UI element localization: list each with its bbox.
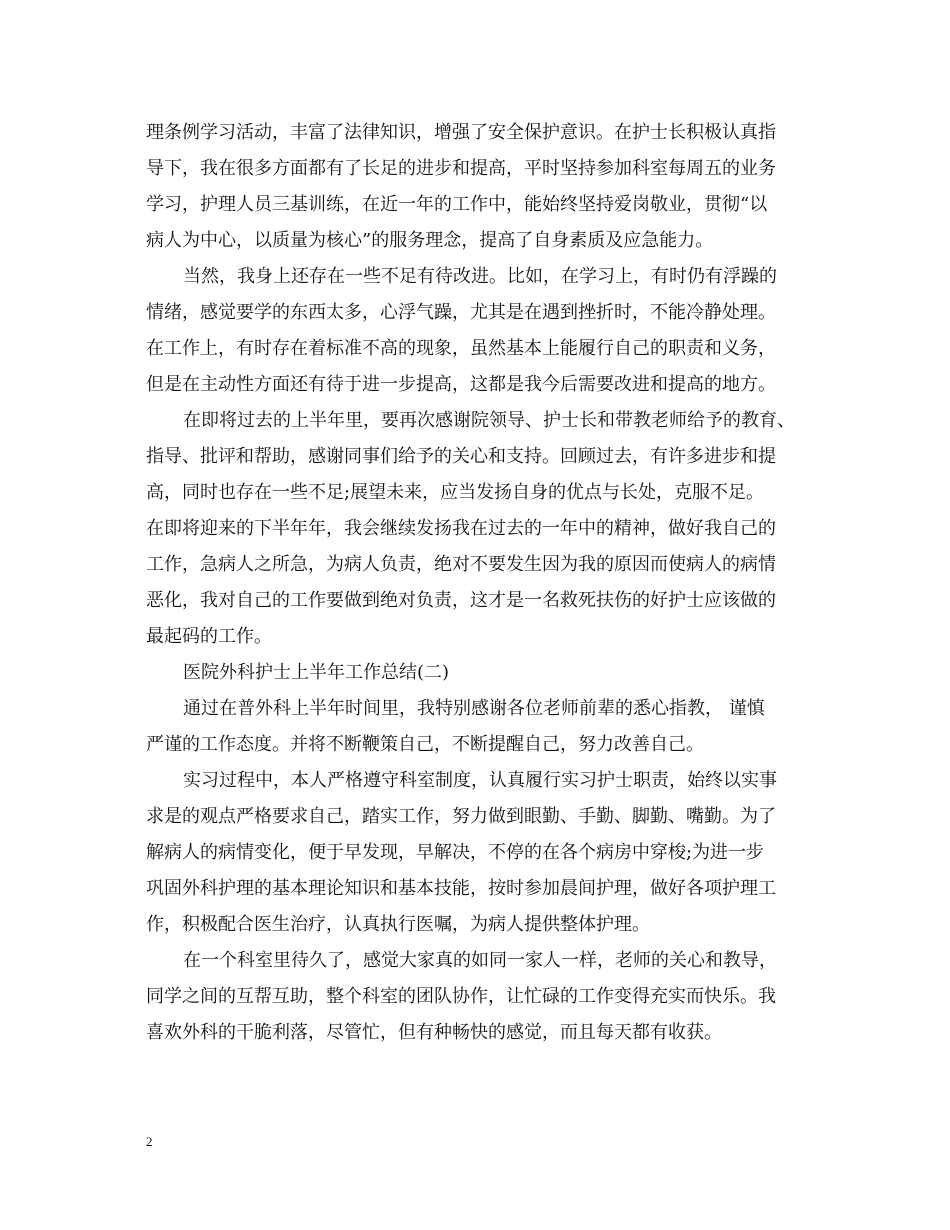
text-line-8: 但是在主动性方面还有待于进一步提高，这都是我今后需要改进和提高的地方。 <box>146 374 776 395</box>
text-line-22: 巩固外科护理的基本理论知识和基本技能，按时参加晨间护理，做好各项护理工 <box>146 878 776 899</box>
text-line-10: 指导、批评和帮助，感谢同事们给予的关心和支持。回顾过去，有许多进步和提 <box>146 446 776 467</box>
text-line-24: 在一个科室里待久了，感觉大家真的如同一家人一样，老师的关心和教导， <box>183 950 777 971</box>
text-line-21: 解病人的病情变化，便于早发现，早解决，不停的在各个病房中穿梭;为进一步 <box>146 842 765 863</box>
text-line-15: 最起码的工作。 <box>146 626 272 647</box>
text-line-12: 在即将迎来的下半年年，我会继续发扬我在过去的一年中的精神，做好我自己的 <box>146 518 776 539</box>
text-line-6: 情绪，感觉要学的东西太多，心浮气躁，尤其是在遇到挫折时，不能冷静处理。 <box>146 302 776 323</box>
text-line-25: 同学之间的互帮互助，整个科室的团队协作，让忙碌的工作变得充实而快乐。我 <box>146 986 776 1007</box>
text-line-23: 作，积极配合医生治疗，认真执行医嘱，为病人提供整体护理。 <box>146 914 650 935</box>
text-line-5: 当然，我身上还存在一些不足有待改进。比如，在学习上，有时仍有浮躁的 <box>183 266 777 287</box>
page-number: 2 <box>146 1134 153 1149</box>
section-heading: 医院外科护士上半年工作总结(二) <box>183 662 450 683</box>
text-line-19: 实习过程中，本人严格遵守科室制度，认真履行实习护士职责，始终以实事 <box>183 770 777 791</box>
text-line-1: 理条例学习活动，丰富了法律知识，增强了安全保护意识。在护士长积极认真指 <box>146 122 776 143</box>
text-line-13: 工作，急病人之所急，为病人负责，绝对不要发生因为我的原因而使病人的病情 <box>146 554 776 575</box>
text-line-7: 在工作上，有时存在着标准不高的现象，虽然基本上能履行自己的职责和义务， <box>146 338 776 359</box>
text-line-4: 病人为中心，以质量为核心”的服务理念，提高了自身素质及应急能力。 <box>146 230 714 251</box>
text-line-3: 学习，护理人员三基训练，在近一年的工作中，能始终坚持爱岗敬业，贯彻“以 <box>146 194 768 215</box>
text-line-14: 恶化，我对自己的工作要做到绝对负责，这才是一名救死扶伤的好护士应该做的 <box>146 590 776 611</box>
text-line-11: 高，同时也存在一些不足;展望未来，应当发扬自身的优点与长处，克服不足。 <box>146 482 765 503</box>
text-line-18: 严谨的工作态度。并将不断鞭策自己，不断提醒自己，努力改善自己。 <box>146 734 704 755</box>
text-line-9: 在即将过去的上半年里，要再次感谢院领导、护士长和带教老师给予的教育、 <box>183 410 795 431</box>
text-line-17: 通过在普外科上半年时间里，我特别感谢各位老师前辈的悉心指教， 谨慎 <box>183 698 765 719</box>
text-line-26: 喜欢外科的干脆利落，尽管忙，但有种畅快的感觉，而且每天都有收获。 <box>146 1022 722 1043</box>
text-line-20: 求是的观点严格要求自己，踏实工作，努力做到眼勤、手勤、脚勤、嘴勤。为了 <box>146 806 776 827</box>
text-line-2: 导下，我在很多方面都有了长足的进步和提高，平时坚持参加科室每周五的业务 <box>146 158 776 179</box>
